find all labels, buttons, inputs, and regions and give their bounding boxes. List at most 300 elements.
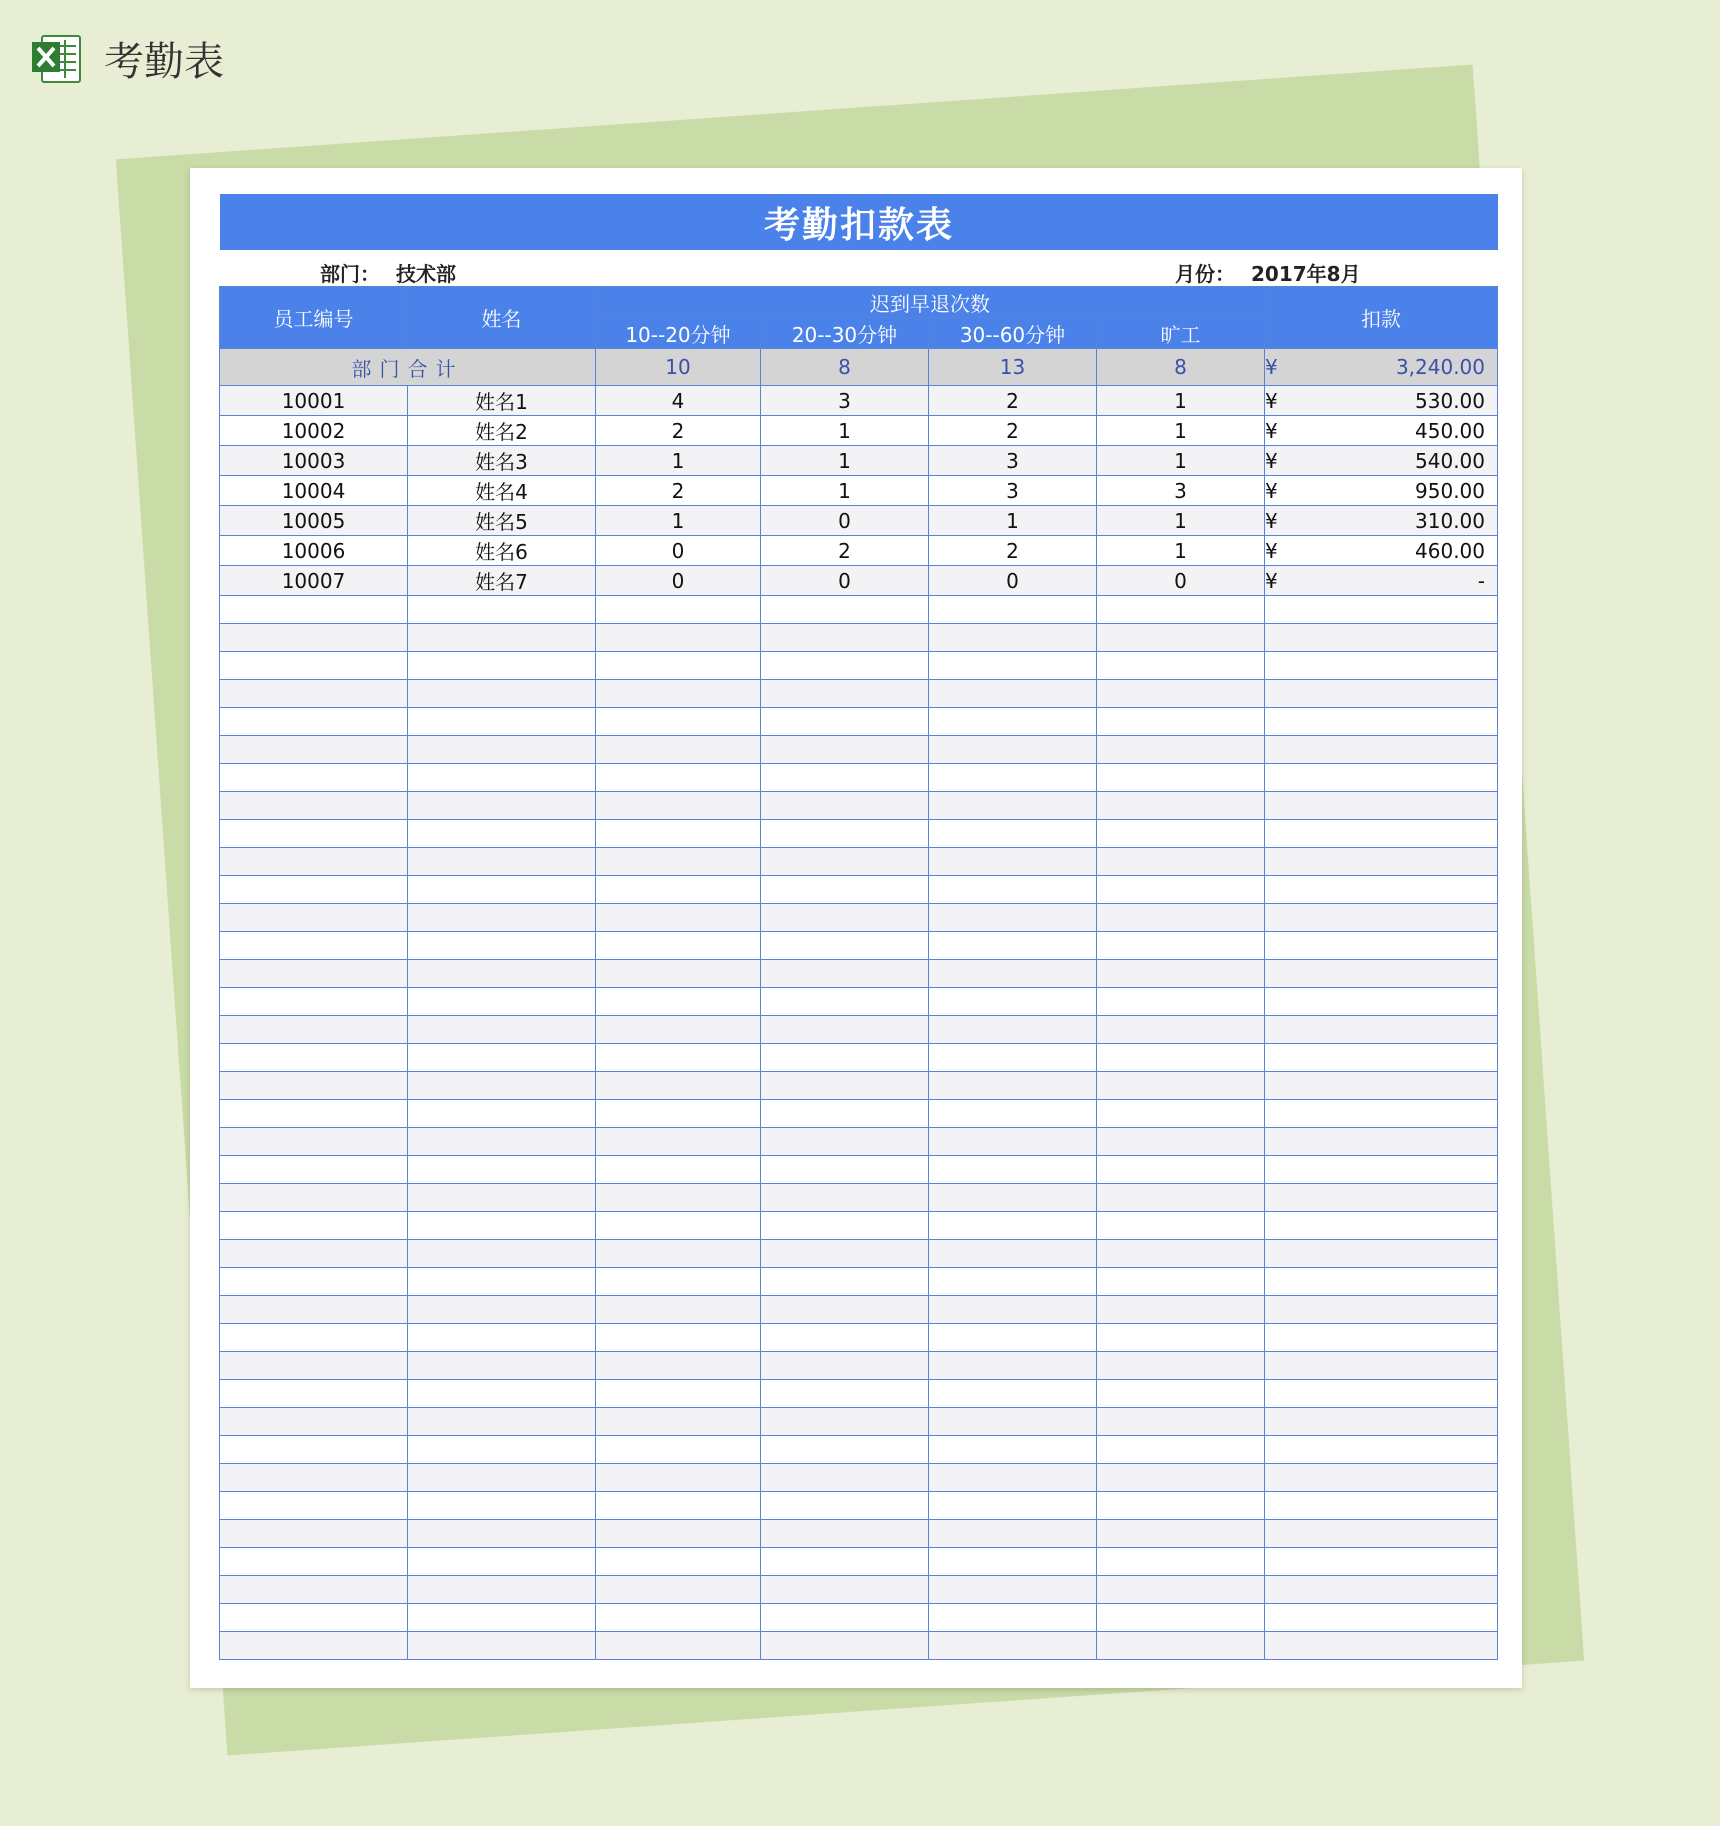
cell-late-30-60[interactable]: 2 [929, 536, 1097, 566]
empty-cell[interactable] [596, 876, 761, 904]
empty-cell[interactable] [220, 1044, 408, 1072]
empty-cell[interactable] [596, 1408, 761, 1436]
empty-cell[interactable] [220, 1576, 408, 1604]
empty-cell[interactable] [1265, 1324, 1498, 1352]
empty-cell[interactable] [929, 1548, 1097, 1576]
cell-late-20-30[interactable]: 0 [761, 506, 929, 536]
empty-cell[interactable] [1097, 960, 1265, 988]
empty-cell[interactable] [596, 1212, 761, 1240]
empty-cell[interactable] [408, 764, 596, 792]
empty-cell[interactable] [220, 792, 408, 820]
empty-cell[interactable] [220, 652, 408, 680]
header-late-20-30[interactable]: 20--30分钟 [761, 318, 929, 349]
empty-cell[interactable] [761, 1268, 929, 1296]
empty-cell[interactable] [408, 1156, 596, 1184]
empty-cell[interactable] [220, 1548, 408, 1576]
empty-cell[interactable] [596, 988, 761, 1016]
empty-cell[interactable] [408, 1016, 596, 1044]
empty-cell[interactable] [761, 1520, 929, 1548]
empty-cell[interactable] [596, 1632, 761, 1660]
cell-name[interactable]: 姓名5 [408, 506, 596, 536]
empty-cell[interactable] [408, 1352, 596, 1380]
empty-cell[interactable] [408, 652, 596, 680]
cell-name[interactable]: 姓名1 [408, 386, 596, 416]
empty-cell[interactable] [761, 932, 929, 960]
empty-cell[interactable] [1265, 904, 1498, 932]
empty-cell[interactable] [596, 680, 761, 708]
empty-cell[interactable] [761, 1044, 929, 1072]
empty-cell[interactable] [596, 1520, 761, 1548]
empty-cell[interactable] [1265, 1072, 1498, 1100]
empty-cell[interactable] [761, 624, 929, 652]
empty-cell[interactable] [408, 1212, 596, 1240]
cell-late-30-60[interactable]: 2 [929, 386, 1097, 416]
empty-cell[interactable] [408, 904, 596, 932]
empty-cell[interactable] [408, 1100, 596, 1128]
empty-cell[interactable] [220, 1604, 408, 1632]
cell-emp-id[interactable]: 10007 [220, 566, 408, 596]
empty-cell[interactable] [761, 1548, 929, 1576]
empty-cell[interactable] [761, 1296, 929, 1324]
cell-name[interactable]: 姓名2 [408, 416, 596, 446]
empty-cell[interactable] [1097, 1464, 1265, 1492]
cell-late-30-60[interactable]: 1 [929, 506, 1097, 536]
cell-deduction[interactable] [1265, 476, 1498, 506]
cell-late-30-60[interactable]: 3 [929, 476, 1097, 506]
empty-cell[interactable] [929, 1184, 1097, 1212]
empty-cell[interactable] [220, 624, 408, 652]
empty-cell[interactable] [929, 1576, 1097, 1604]
empty-cell[interactable] [408, 1548, 596, 1576]
empty-cell[interactable] [596, 1352, 761, 1380]
empty-cell[interactable] [929, 652, 1097, 680]
cell-late-10-20[interactable]: 0 [596, 566, 761, 596]
cell-late-10-20[interactable]: 2 [596, 416, 761, 446]
empty-cell[interactable] [929, 596, 1097, 624]
empty-cell[interactable] [761, 1604, 929, 1632]
empty-cell[interactable] [220, 848, 408, 876]
empty-cell[interactable] [929, 904, 1097, 932]
empty-cell[interactable] [1265, 1240, 1498, 1268]
empty-cell[interactable] [1097, 1492, 1265, 1520]
empty-cell[interactable] [1097, 1576, 1265, 1604]
empty-cell[interactable] [1265, 960, 1498, 988]
empty-cell[interactable] [408, 1604, 596, 1632]
total-absent[interactable]: 8 [1097, 349, 1265, 386]
empty-cell[interactable] [596, 1100, 761, 1128]
empty-cell[interactable] [929, 1100, 1097, 1128]
empty-cell[interactable] [761, 1408, 929, 1436]
empty-cell[interactable] [220, 1632, 408, 1660]
empty-cell[interactable] [929, 1240, 1097, 1268]
empty-cell[interactable] [929, 1352, 1097, 1380]
cell-late-20-30[interactable]: 2 [761, 536, 929, 566]
empty-cell[interactable] [408, 1576, 596, 1604]
empty-cell[interactable] [220, 708, 408, 736]
empty-cell[interactable] [220, 764, 408, 792]
empty-cell[interactable] [761, 960, 929, 988]
empty-cell[interactable] [929, 1408, 1097, 1436]
empty-cell[interactable] [596, 1296, 761, 1324]
empty-cell[interactable] [761, 820, 929, 848]
cell-late-20-30[interactable]: 1 [761, 476, 929, 506]
cell-name[interactable]: 姓名6 [408, 536, 596, 566]
empty-cell[interactable] [761, 596, 929, 624]
empty-cell[interactable] [408, 792, 596, 820]
empty-cell[interactable] [596, 1128, 761, 1156]
empty-cell[interactable] [1097, 680, 1265, 708]
empty-cell[interactable] [596, 1156, 761, 1184]
empty-cell[interactable] [1097, 1520, 1265, 1548]
cell-late-20-30[interactable]: 0 [761, 566, 929, 596]
empty-cell[interactable] [1265, 848, 1498, 876]
empty-cell[interactable] [408, 1044, 596, 1072]
empty-cell[interactable] [408, 1296, 596, 1324]
empty-cell[interactable] [1265, 1520, 1498, 1548]
empty-cell[interactable] [596, 1268, 761, 1296]
empty-cell[interactable] [408, 988, 596, 1016]
empty-cell[interactable] [1097, 876, 1265, 904]
empty-cell[interactable] [220, 736, 408, 764]
empty-cell[interactable] [1265, 680, 1498, 708]
empty-cell[interactable] [1097, 624, 1265, 652]
empty-cell[interactable] [1265, 596, 1498, 624]
cell-late-30-60[interactable]: 3 [929, 446, 1097, 476]
empty-cell[interactable] [1097, 1044, 1265, 1072]
cell-late-20-30[interactable]: 1 [761, 446, 929, 476]
empty-cell[interactable] [1097, 1436, 1265, 1464]
empty-cell[interactable] [761, 876, 929, 904]
empty-cell[interactable] [929, 1604, 1097, 1632]
empty-cell[interactable] [1097, 764, 1265, 792]
empty-cell[interactable] [220, 1436, 408, 1464]
empty-cell[interactable] [596, 792, 761, 820]
empty-cell[interactable] [761, 708, 929, 736]
empty-cell[interactable] [596, 736, 761, 764]
empty-cell[interactable] [1097, 1380, 1265, 1408]
empty-cell[interactable] [596, 624, 761, 652]
empty-cell[interactable] [1265, 1156, 1498, 1184]
empty-cell[interactable] [220, 1520, 408, 1548]
empty-cell[interactable] [408, 1128, 596, 1156]
empty-cell[interactable] [220, 1464, 408, 1492]
empty-cell[interactable] [596, 1576, 761, 1604]
empty-cell[interactable] [220, 904, 408, 932]
empty-cell[interactable] [929, 708, 1097, 736]
empty-cell[interactable] [596, 1548, 761, 1576]
cell-deduction[interactable] [1265, 446, 1498, 476]
cell-deduction[interactable] [1265, 506, 1498, 536]
empty-cell[interactable] [761, 1100, 929, 1128]
empty-cell[interactable] [761, 1352, 929, 1380]
cell-late-10-20[interactable]: 4 [596, 386, 761, 416]
header-late-10-20[interactable]: 10--20分钟 [596, 318, 761, 349]
cell-absent[interactable]: 1 [1097, 416, 1265, 446]
empty-cell[interactable] [408, 1072, 596, 1100]
empty-cell[interactable] [929, 764, 1097, 792]
cell-absent[interactable]: 1 [1097, 446, 1265, 476]
empty-cell[interactable] [929, 1632, 1097, 1660]
empty-cell[interactable] [1265, 876, 1498, 904]
empty-cell[interactable] [596, 1464, 761, 1492]
empty-cell[interactable] [1265, 1408, 1498, 1436]
empty-cell[interactable] [1097, 1352, 1265, 1380]
empty-cell[interactable] [1265, 708, 1498, 736]
empty-cell[interactable] [1265, 1044, 1498, 1072]
empty-cell[interactable] [220, 1268, 408, 1296]
empty-cell[interactable] [1097, 1128, 1265, 1156]
empty-cell[interactable] [1265, 1380, 1498, 1408]
empty-cell[interactable] [929, 1212, 1097, 1240]
empty-cell[interactable] [761, 1212, 929, 1240]
empty-cell[interactable] [596, 1072, 761, 1100]
empty-cell[interactable] [1097, 1604, 1265, 1632]
empty-cell[interactable] [1265, 1128, 1498, 1156]
cell-name[interactable]: 姓名7 [408, 566, 596, 596]
empty-cell[interactable] [1265, 1352, 1498, 1380]
empty-cell[interactable] [220, 1212, 408, 1240]
empty-cell[interactable] [408, 1492, 596, 1520]
header-late-30-60[interactable]: 30--60分钟 [929, 318, 1097, 349]
cell-late-20-30[interactable]: 3 [761, 386, 929, 416]
empty-cell[interactable] [1097, 1408, 1265, 1436]
empty-cell[interactable] [929, 1016, 1097, 1044]
header-late-group[interactable]: 迟到早退次数 [596, 287, 1265, 318]
cell-late-30-60[interactable]: 0 [929, 566, 1097, 596]
empty-cell[interactable] [929, 1044, 1097, 1072]
empty-cell[interactable] [929, 1436, 1097, 1464]
header-absent[interactable]: 旷工 [1097, 318, 1265, 349]
empty-cell[interactable] [220, 1296, 408, 1324]
empty-cell[interactable] [761, 680, 929, 708]
empty-cell[interactable] [408, 1268, 596, 1296]
empty-cell[interactable] [929, 1156, 1097, 1184]
empty-cell[interactable] [761, 1156, 929, 1184]
empty-cell[interactable] [1265, 1016, 1498, 1044]
empty-cell[interactable] [1265, 820, 1498, 848]
empty-cell[interactable] [1097, 1268, 1265, 1296]
empty-cell[interactable] [1097, 1156, 1265, 1184]
cell-absent[interactable]: 0 [1097, 566, 1265, 596]
empty-cell[interactable] [408, 1408, 596, 1436]
empty-cell[interactable] [408, 596, 596, 624]
empty-cell[interactable] [761, 764, 929, 792]
cell-late-10-20[interactable]: 1 [596, 506, 761, 536]
cell-emp-id[interactable]: 10003 [220, 446, 408, 476]
empty-cell[interactable] [761, 1632, 929, 1660]
empty-cell[interactable] [1097, 736, 1265, 764]
empty-cell[interactable] [929, 792, 1097, 820]
empty-cell[interactable] [761, 1576, 929, 1604]
empty-cell[interactable] [761, 988, 929, 1016]
empty-cell[interactable] [761, 848, 929, 876]
empty-cell[interactable] [761, 1016, 929, 1044]
empty-cell[interactable] [220, 1100, 408, 1128]
header-name[interactable]: 姓名 [408, 287, 596, 349]
empty-cell[interactable] [1097, 904, 1265, 932]
empty-cell[interactable] [1265, 624, 1498, 652]
empty-cell[interactable] [761, 1128, 929, 1156]
empty-cell[interactable] [1097, 708, 1265, 736]
empty-cell[interactable] [1265, 1576, 1498, 1604]
empty-cell[interactable] [1265, 1548, 1498, 1576]
empty-cell[interactable] [596, 1016, 761, 1044]
empty-cell[interactable] [596, 1184, 761, 1212]
header-emp-id[interactable]: 员工编号 [220, 287, 408, 349]
empty-cell[interactable] [929, 1072, 1097, 1100]
empty-cell[interactable] [1097, 1296, 1265, 1324]
cell-absent[interactable]: 1 [1097, 506, 1265, 536]
cell-absent[interactable]: 1 [1097, 536, 1265, 566]
empty-cell[interactable] [220, 1408, 408, 1436]
empty-cell[interactable] [596, 1380, 761, 1408]
empty-cell[interactable] [220, 1352, 408, 1380]
empty-cell[interactable] [220, 680, 408, 708]
empty-cell[interactable] [408, 876, 596, 904]
empty-cell[interactable] [596, 1240, 761, 1268]
empty-cell[interactable] [1097, 1016, 1265, 1044]
empty-cell[interactable] [1265, 1212, 1498, 1240]
total-late-10-20[interactable]: 10 [596, 349, 761, 386]
empty-cell[interactable] [1265, 1604, 1498, 1632]
empty-cell[interactable] [1097, 1100, 1265, 1128]
empty-cell[interactable] [761, 1464, 929, 1492]
empty-cell[interactable] [761, 1184, 929, 1212]
empty-cell[interactable] [1097, 1632, 1265, 1660]
cell-name[interactable]: 姓名3 [408, 446, 596, 476]
empty-cell[interactable] [596, 596, 761, 624]
empty-cell[interactable] [220, 596, 408, 624]
cell-late-10-20[interactable]: 2 [596, 476, 761, 506]
empty-cell[interactable] [929, 1520, 1097, 1548]
empty-cell[interactable] [1097, 988, 1265, 1016]
empty-cell[interactable] [929, 624, 1097, 652]
empty-cell[interactable] [929, 848, 1097, 876]
empty-cell[interactable] [408, 624, 596, 652]
empty-cell[interactable] [761, 1072, 929, 1100]
total-late-20-30[interactable]: 8 [761, 349, 929, 386]
cell-late-10-20[interactable]: 1 [596, 446, 761, 476]
empty-cell[interactable] [1097, 792, 1265, 820]
empty-cell[interactable] [596, 820, 761, 848]
empty-cell[interactable] [596, 960, 761, 988]
empty-cell[interactable] [408, 1324, 596, 1352]
empty-cell[interactable] [220, 1156, 408, 1184]
total-label[interactable]: 部门合计 [220, 349, 596, 386]
cell-deduction[interactable] [1265, 386, 1498, 416]
empty-cell[interactable] [929, 1128, 1097, 1156]
empty-cell[interactable] [220, 1324, 408, 1352]
empty-cell[interactable] [596, 904, 761, 932]
empty-cell[interactable] [596, 1436, 761, 1464]
empty-cell[interactable] [929, 1380, 1097, 1408]
empty-cell[interactable] [1265, 1492, 1498, 1520]
empty-cell[interactable] [596, 848, 761, 876]
empty-cell[interactable] [408, 820, 596, 848]
cell-deduction[interactable] [1265, 536, 1498, 566]
cell-emp-id[interactable]: 10005 [220, 506, 408, 536]
empty-cell[interactable] [408, 932, 596, 960]
cell-late-30-60[interactable]: 2 [929, 416, 1097, 446]
empty-cell[interactable] [1265, 1464, 1498, 1492]
empty-cell[interactable] [596, 1044, 761, 1072]
empty-cell[interactable] [1265, 1268, 1498, 1296]
total-late-30-60[interactable]: 13 [929, 349, 1097, 386]
empty-cell[interactable] [1097, 820, 1265, 848]
empty-cell[interactable] [220, 876, 408, 904]
empty-cell[interactable] [220, 820, 408, 848]
empty-cell[interactable] [761, 1324, 929, 1352]
cell-emp-id[interactable]: 10002 [220, 416, 408, 446]
empty-cell[interactable] [761, 652, 929, 680]
empty-cell[interactable] [1097, 932, 1265, 960]
empty-cell[interactable] [1265, 1184, 1498, 1212]
empty-cell[interactable] [596, 708, 761, 736]
empty-cell[interactable] [408, 680, 596, 708]
total-deduction[interactable] [1265, 349, 1498, 386]
empty-cell[interactable] [929, 680, 1097, 708]
empty-cell[interactable] [220, 1016, 408, 1044]
empty-cell[interactable] [408, 1520, 596, 1548]
empty-cell[interactable] [929, 932, 1097, 960]
empty-cell[interactable] [929, 960, 1097, 988]
cell-deduction[interactable] [1265, 416, 1498, 446]
empty-cell[interactable] [761, 904, 929, 932]
empty-cell[interactable] [929, 1464, 1097, 1492]
empty-cell[interactable] [596, 1492, 761, 1520]
empty-cell[interactable] [220, 1128, 408, 1156]
empty-cell[interactable] [1097, 1072, 1265, 1100]
empty-cell[interactable] [1097, 1240, 1265, 1268]
empty-cell[interactable] [761, 1436, 929, 1464]
empty-cell[interactable] [1265, 1436, 1498, 1464]
empty-cell[interactable] [761, 1380, 929, 1408]
cell-name[interactable]: 姓名4 [408, 476, 596, 506]
empty-cell[interactable] [761, 736, 929, 764]
empty-cell[interactable] [1097, 1548, 1265, 1576]
empty-cell[interactable] [408, 1240, 596, 1268]
cell-absent[interactable]: 3 [1097, 476, 1265, 506]
empty-cell[interactable] [408, 1464, 596, 1492]
empty-cell[interactable] [1097, 596, 1265, 624]
cell-absent[interactable]: 1 [1097, 386, 1265, 416]
empty-cell[interactable] [1265, 764, 1498, 792]
empty-cell[interactable] [596, 932, 761, 960]
empty-cell[interactable] [929, 1492, 1097, 1520]
empty-cell[interactable] [1265, 736, 1498, 764]
empty-cell[interactable] [1265, 1632, 1498, 1660]
cell-deduction[interactable] [1265, 566, 1498, 596]
empty-cell[interactable] [1265, 1100, 1498, 1128]
empty-cell[interactable] [929, 1296, 1097, 1324]
empty-cell[interactable] [929, 988, 1097, 1016]
empty-cell[interactable] [596, 1324, 761, 1352]
empty-cell[interactable] [408, 1436, 596, 1464]
empty-cell[interactable] [1097, 1184, 1265, 1212]
empty-cell[interactable] [408, 708, 596, 736]
empty-cell[interactable] [929, 1268, 1097, 1296]
empty-cell[interactable] [929, 876, 1097, 904]
cell-emp-id[interactable]: 10004 [220, 476, 408, 506]
empty-cell[interactable] [761, 1240, 929, 1268]
empty-cell[interactable] [1265, 652, 1498, 680]
cell-emp-id[interactable]: 10001 [220, 386, 408, 416]
empty-cell[interactable] [1097, 1324, 1265, 1352]
empty-cell[interactable] [220, 932, 408, 960]
empty-cell[interactable] [408, 1184, 596, 1212]
empty-cell[interactable] [220, 1380, 408, 1408]
empty-cell[interactable] [929, 820, 1097, 848]
